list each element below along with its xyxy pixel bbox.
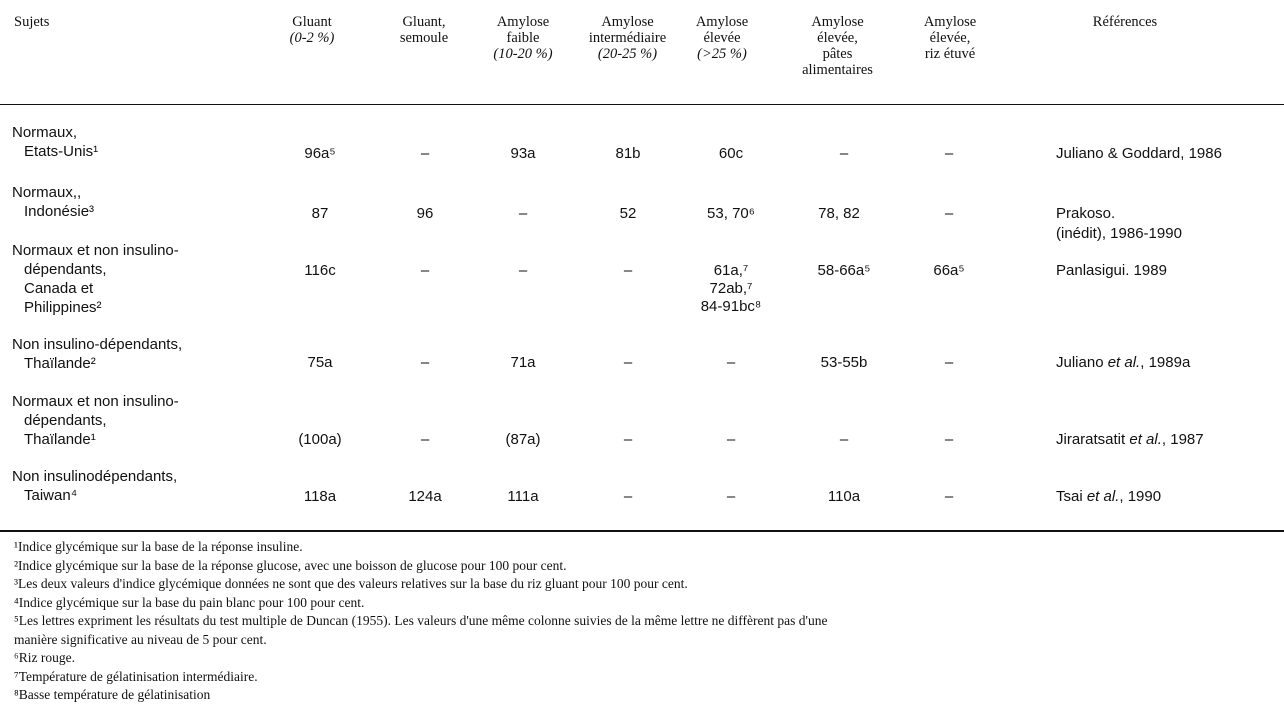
row3-semoule (370, 262, 480, 280)
row5-inter (573, 431, 683, 449)
row2-pates-value: 78, 82 (818, 205, 860, 222)
row5-semoule-value: – (420, 431, 430, 448)
row6-reference-etal: et al. (1086, 488, 1120, 505)
row5-faible (468, 431, 578, 449)
row1-semoule (370, 145, 480, 163)
row2-elevee (676, 205, 786, 223)
row3-gluant (265, 262, 375, 280)
row5-subject-line2: dépendants, (24, 412, 107, 429)
row2-reference-line2: (inédit), 1986-1990 (1056, 225, 1182, 242)
footnote-6: ⁶Riz rouge. (14, 650, 75, 665)
header-amylose-elevee-range: (>25 %) (697, 46, 747, 62)
footnote-1: ¹Indice glycémique sur la base de la réponse insuline. (14, 539, 303, 554)
row1-riz-value: – (944, 145, 954, 162)
row5-subject (12, 392, 179, 449)
row5-gluant (265, 431, 375, 449)
row5-inter-value: – (623, 431, 633, 448)
row6-gluant (265, 488, 375, 506)
row6-faible-value: 111a (507, 488, 539, 505)
row3-pates-value: 58-66a⁵ (817, 262, 871, 279)
row5-riz-value: – (944, 431, 954, 448)
row5-reference-author: Jiraratsatit (1056, 431, 1130, 448)
header-rule (0, 104, 1284, 105)
row4-elevee (676, 354, 786, 372)
row6-inter-value: – (623, 488, 633, 505)
row3-subject-line4: Philippines² (24, 299, 102, 316)
row4-faible (468, 354, 578, 372)
footnote-3: ³Les deux valeurs d'indice glycémique données ne sont que des valeurs relatives sur la base du riz gluant pour 100 pour cent. (14, 576, 688, 591)
row1-reference-text: Juliano & Goddard, 1986 (1056, 145, 1222, 162)
row1-faible-value: 93a (510, 145, 536, 162)
row2-subject-line2: Indonésie³ (24, 203, 95, 220)
header-amylose-faible (468, 14, 578, 62)
row2-inter-value: 52 (619, 205, 637, 222)
header-gluant-semoule (374, 14, 474, 46)
row4-reference-author: Juliano (1056, 354, 1108, 371)
row2-reference-line1: Prakoso. (1056, 205, 1116, 222)
footer-rule (0, 530, 1284, 532)
row5-riz (894, 431, 1004, 449)
header-sujets-label: Sujets (14, 14, 50, 30)
header-references (1060, 14, 1190, 30)
row3-semoule-value: – (420, 262, 430, 279)
row5-subject-line3: Thaïlande¹ (24, 431, 96, 448)
row3-faible (468, 262, 578, 280)
header-amylose-inter-range: (20-25 %) (597, 46, 658, 62)
row2-riz (894, 205, 1004, 223)
header-amylose-faible-range: (10-20 %) (493, 46, 553, 62)
row3-subject (12, 241, 179, 317)
row1-inter-value: 81b (615, 145, 641, 162)
row4-faible-value: 71a (510, 354, 536, 371)
header-amylose-pates-line2: élevée, (817, 30, 858, 46)
row5-gluant-value: (100a) (298, 431, 342, 448)
footnote-4: ⁴Indice glycémique sur la base du pain blanc pour 100 pour cent. (14, 594, 365, 610)
row3-inter-value: – (623, 262, 633, 279)
row5-subject-line1: Normaux et non insulino- (12, 393, 179, 410)
header-amylose-inter-line1: Amylose (601, 14, 654, 30)
row3-faible-value: – (518, 262, 528, 279)
row5-elevee-value: – (726, 431, 736, 448)
header-amylose-elevee (672, 14, 772, 62)
header-amylose-pates-line4: alimentaires (802, 62, 873, 78)
row1-gluant (265, 145, 375, 163)
row5-reference-text (1056, 430, 1204, 450)
row4-semoule (370, 354, 480, 372)
header-amylose-riz-line2: élevée, (929, 30, 971, 46)
row6-subject (12, 467, 177, 505)
header-amylose-faible-line2: faible (506, 30, 540, 46)
row2-semoule (370, 205, 480, 223)
row5-reference-etal: et al. (1129, 431, 1162, 448)
row2-subject-line1: Normaux,, (12, 184, 82, 201)
row5-faible-value: (87a) (505, 431, 541, 448)
row1-elevee-value: 60c (718, 145, 744, 162)
header-gluant-label: Gluant (292, 14, 332, 30)
row2-subject (12, 183, 94, 221)
row6-subject-line1: Non insulinodépendants, (12, 468, 178, 485)
row4-subject (12, 335, 182, 373)
row2-semoule-value: 96 (416, 205, 434, 222)
row6-semoule (370, 488, 480, 506)
header-amylose-inter-line2: intermédiaire (588, 30, 667, 46)
row3-subject-line1: Normaux et non insulino- (12, 242, 179, 259)
footnote-2: ²Indice glycémique sur la base de la réponse glucose, avec une boisson de glucose pour 100 pour cent. (14, 557, 567, 573)
row4-elevee-value: – (726, 354, 736, 371)
row2-reference (1056, 204, 1182, 244)
footnote-5-continued: manière significative au niveau de 5 pour cent. (14, 631, 267, 647)
row6-faible (468, 488, 578, 506)
header-gluant-range: (0-2 %) (289, 30, 335, 46)
header-sujets (14, 14, 49, 30)
footnote-7: ⁷Température de gélatinisation intermédiaire. (14, 668, 258, 684)
row5-pates-value: – (839, 431, 849, 448)
row4-subject-line1: Non insulino-dépendants, (12, 336, 183, 353)
row5-elevee (676, 431, 786, 449)
row4-subject-line2: Thaïlande² (24, 355, 96, 372)
row6-reference-text (1056, 487, 1161, 507)
row4-riz-value: – (944, 354, 954, 371)
row1-riz (894, 145, 1004, 163)
row4-reference-text (1056, 353, 1190, 373)
row5-reference (1056, 430, 1204, 450)
row6-reference (1056, 487, 1161, 507)
row1-inter (573, 145, 683, 163)
header-amylose-pates (780, 14, 895, 78)
row2-inter (573, 205, 683, 223)
row3-reference-text: Panlasigui. 1989 (1056, 262, 1167, 279)
row2-gluant (265, 205, 375, 223)
row5-pates (789, 431, 899, 449)
row4-riz (894, 354, 1004, 372)
row3-riz-value: 66a⁵ (933, 262, 965, 279)
row4-gluant-value: 75a (307, 354, 333, 371)
row5-semoule (370, 431, 480, 449)
row4-inter-value: – (623, 354, 633, 371)
row1-semoule-value: – (420, 145, 430, 162)
header-gluant-semoule-line2: semoule (399, 30, 449, 46)
row1-subject-line1: Normaux, (12, 124, 78, 141)
row1-gluant-value: 96a⁵ (304, 145, 336, 162)
header-amylose-elevee-line1: Amylose (695, 14, 749, 30)
row3-elevee (676, 262, 786, 316)
footnote-5: ⁵Les lettres expriment les résultats du test multiple de Duncan (1955). Les valeurs d'une même colonne suivies de la même lettre ne diffèrent pas d'une (14, 613, 828, 628)
row3-subject-line2: dépendants, (24, 261, 107, 278)
header-references-label: Références (1092, 14, 1158, 30)
row1-pates-value: – (839, 145, 849, 162)
header-amylose-riz-line1: Amylose (923, 14, 977, 30)
row3-inter (573, 262, 683, 280)
row6-riz (894, 488, 1004, 506)
row1-faible (468, 145, 578, 163)
row3-riz (894, 262, 1004, 280)
row1-pates (789, 145, 899, 163)
row3-subject-line3: Canada et (24, 280, 94, 297)
row6-pates (789, 488, 899, 506)
row6-semoule-value: 124a (408, 488, 442, 505)
footnotes (14, 538, 1254, 705)
row2-elevee-value: 53, 70⁶ (707, 205, 755, 222)
row4-semoule-value: – (420, 354, 430, 371)
row5-reference-year: , 1987 (1161, 431, 1204, 448)
header-amylose-riz-line3: riz étuvé (924, 46, 976, 62)
row1-elevee (676, 145, 786, 163)
row6-reference-author: Tsai (1056, 488, 1087, 505)
header-amylose-elevee-line2: élevée (703, 30, 741, 46)
row3-gluant-value: 116c (304, 262, 336, 279)
row2-gluant-value: 87 (311, 205, 329, 222)
row4-reference-etal: et al. (1107, 354, 1141, 371)
row2-riz-value: – (944, 205, 954, 222)
header-amylose-pates-line1: Amylose (811, 14, 864, 30)
row3-elevee-value2: 72ab,⁷ (709, 280, 753, 297)
header-gluant-semoule-line1: Gluant, (402, 14, 446, 30)
header-amylose-pates-line3: pâtes (822, 46, 853, 62)
row6-elevee (676, 488, 786, 506)
row4-gluant (265, 354, 375, 372)
row6-elevee-value: – (726, 488, 736, 505)
row3-reference (1056, 261, 1167, 281)
row6-subject-line2: Taiwan⁴ (24, 487, 78, 504)
row3-pates (789, 262, 899, 280)
header-amylose-faible-line1: Amylose (496, 14, 550, 30)
row4-pates-value: 53-55b (820, 354, 868, 371)
row3-elevee-value1: 61a,⁷ (713, 262, 749, 279)
footnote-8: ⁸Basse température de gélatinisation (14, 687, 211, 702)
row4-inter (573, 354, 683, 372)
row6-riz-value: – (944, 488, 954, 505)
row4-pates (789, 354, 899, 372)
row6-pates-value: 110a (827, 488, 861, 505)
row2-pates (784, 205, 894, 223)
row1-reference (1056, 144, 1222, 164)
row2-faible-value: – (518, 205, 528, 222)
row1-subject-line2: Etats-Unis¹ (24, 143, 99, 160)
header-gluant (262, 14, 362, 46)
row1-subject (12, 123, 98, 161)
row6-gluant-value: 118a (303, 488, 337, 505)
row4-reference-year: , 1989a (1140, 354, 1191, 371)
row6-inter (573, 488, 683, 506)
header-amylose-riz (900, 14, 1000, 62)
row2-faible (468, 205, 578, 223)
row4-reference (1056, 353, 1190, 373)
row3-elevee-value3: 84-91bc⁸ (700, 298, 762, 315)
row6-reference-year: , 1990 (1119, 488, 1162, 505)
